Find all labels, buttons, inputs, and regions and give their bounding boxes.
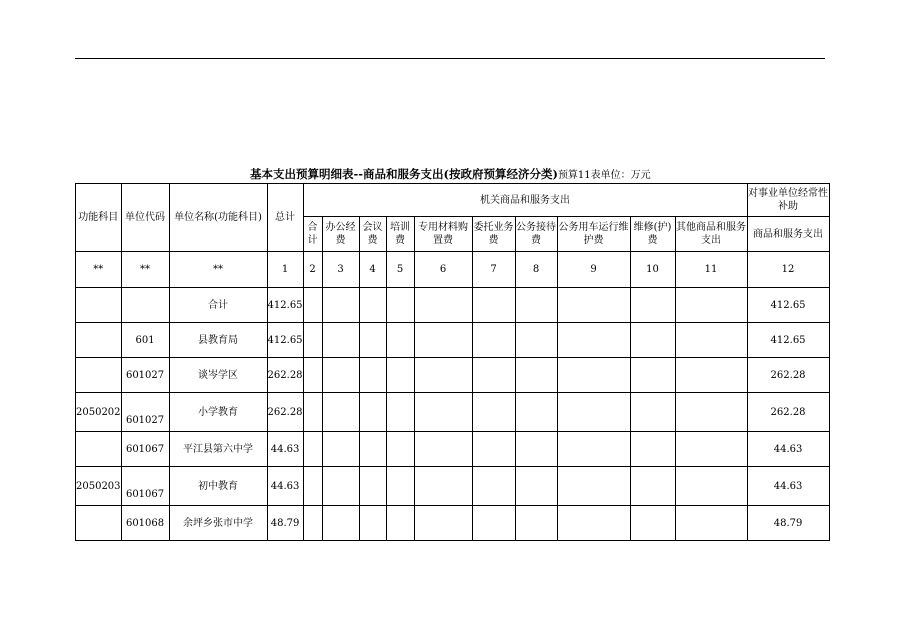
func-subject-cell [76, 358, 122, 393]
func-subject-cell [76, 506, 122, 541]
unit-code-cell: 601027 [121, 358, 169, 393]
header-reception: 公务接待费 [515, 217, 557, 252]
index-row [76, 252, 830, 288]
func-subject-cell: 2050203 [76, 467, 122, 506]
index-cell: 4 [359, 252, 386, 288]
subsidy-cell: 412.65 [747, 288, 829, 323]
header-vehicle: 公务用车运行维护费 [557, 217, 630, 252]
index-cell: ** [169, 252, 267, 288]
total-cell: 262.28 [267, 358, 303, 393]
header-subsidy-goods: 商品和服务支出 [747, 217, 829, 252]
unit-code-cell: 601068 [121, 506, 169, 541]
subsidy-cell: 262.28 [747, 393, 829, 432]
header-row-1 [76, 184, 830, 217]
table-row [76, 467, 830, 506]
table-row [76, 393, 830, 432]
total-cell: 412.65 [267, 288, 303, 323]
header-training: 培训费 [386, 217, 414, 252]
index-cell: 1 [267, 252, 303, 288]
subsidy-cell: 262.28 [747, 358, 829, 393]
table-row [76, 358, 830, 393]
func-subject-cell [76, 432, 122, 467]
index-cell: 6 [414, 252, 472, 288]
index-cell: 11 [675, 252, 747, 288]
subsidy-cell: 44.63 [747, 432, 829, 467]
table-row [76, 506, 830, 541]
func-subject-cell [76, 323, 122, 358]
index-cell: 5 [386, 252, 414, 288]
header-office: 办公经费 [322, 217, 359, 252]
subsidy-cell: 44.63 [747, 467, 829, 506]
total-cell: 48.79 [267, 506, 303, 541]
subsidy-cell: 412.65 [747, 323, 829, 358]
index-cell: 2 [303, 252, 322, 288]
budget-table [75, 183, 830, 541]
unit-name-cell: 平江县第六中学 [169, 432, 267, 467]
total-cell: 262.28 [267, 393, 303, 432]
index-cell: 8 [515, 252, 557, 288]
header-meeting: 会议费 [359, 217, 386, 252]
total-cell: 412.65 [267, 323, 303, 358]
index-cell: 9 [557, 252, 630, 288]
unit-name-cell: 余坪乡张市中学 [169, 506, 267, 541]
unit-code-cell: 601027 [121, 393, 169, 432]
header-func-subject: 功能科目 [76, 184, 122, 252]
unit-code-cell [121, 288, 169, 323]
index-cell: ** [121, 252, 169, 288]
table-row [76, 323, 830, 358]
header-subtotal: 合计 [303, 217, 322, 252]
unit-name-cell: 县教育局 [169, 323, 267, 358]
header-materials: 专用材料购置费 [414, 217, 472, 252]
header-maintenance: 维修(护)费 [630, 217, 675, 252]
unit-code-cell: 601067 [121, 467, 169, 506]
index-cell: 7 [472, 252, 515, 288]
table-row [76, 288, 830, 323]
unit-code-cell: 601 [121, 323, 169, 358]
unit-name-cell: 小学教育 [169, 393, 267, 432]
unit-code-cell: 601067 [121, 432, 169, 467]
top-rule [75, 58, 825, 59]
total-cell: 44.63 [267, 467, 303, 506]
unit-name-cell: 初中教育 [169, 467, 267, 506]
table-title [250, 166, 651, 182]
func-subject-cell [76, 288, 122, 323]
index-cell: 3 [322, 252, 359, 288]
title-main: 基本支出预算明细表--商品和服务支出(按政府预算经济分类) [250, 167, 558, 181]
header-subsidy-group: 对事业单位经常性补助 [747, 184, 829, 217]
header-other: 其他商品和服务支出 [675, 217, 747, 252]
table-row [76, 432, 830, 467]
header-agency-group: 机关商品和服务支出 [303, 184, 747, 217]
unit-name-cell: 合计 [169, 288, 267, 323]
index-cell: ** [76, 252, 122, 288]
header-total: 总计 [267, 184, 303, 252]
subsidy-cell: 48.79 [747, 506, 829, 541]
func-subject-cell: 2050202 [76, 393, 122, 432]
index-cell: 12 [747, 252, 829, 288]
index-cell: 10 [630, 252, 675, 288]
header-unit-code: 单位代码 [121, 184, 169, 252]
header-unit-name: 单位名称(功能科目) [169, 184, 267, 252]
title-sub: 预算11表单位：万元 [557, 170, 651, 181]
total-cell: 44.63 [267, 432, 303, 467]
header-entrusted: 委托业务费 [472, 217, 515, 252]
unit-name-cell: 谈岑学区 [169, 358, 267, 393]
